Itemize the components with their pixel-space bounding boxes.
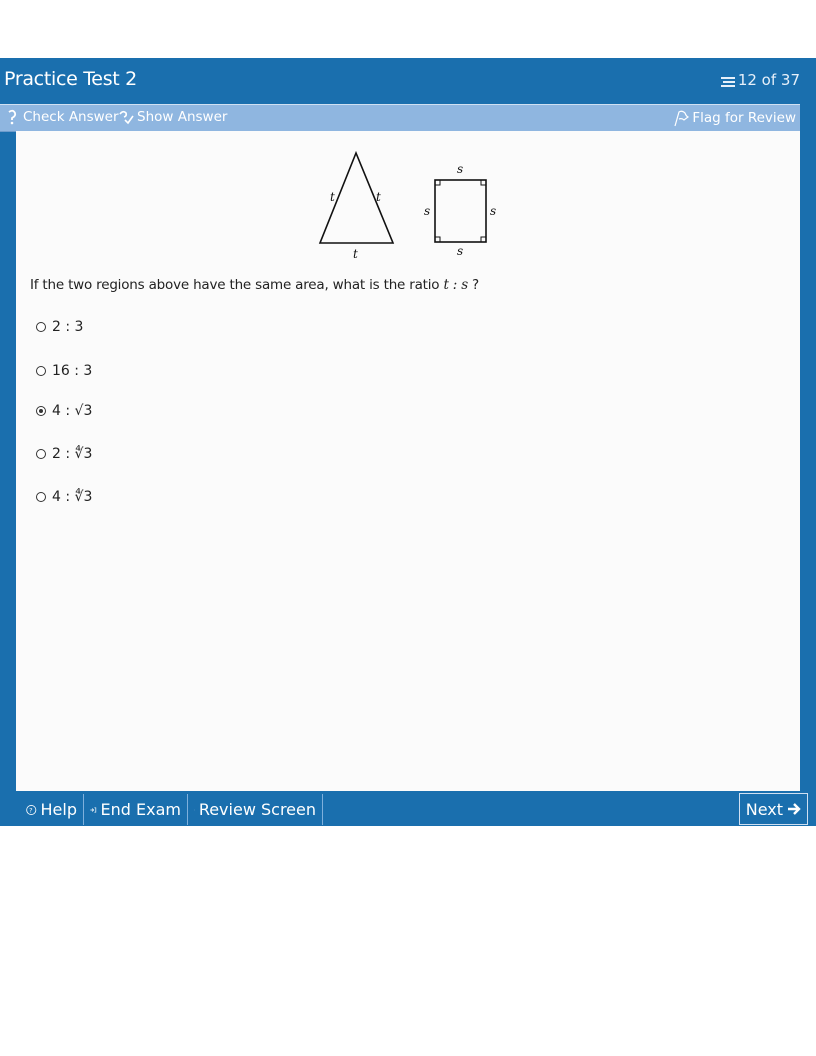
radio-button[interactable] xyxy=(36,492,46,502)
triangle-side-bottom-label: t xyxy=(353,247,358,261)
flag-for-review-label: Flag for Review xyxy=(692,110,796,126)
end-exam-label: End Exam xyxy=(100,800,181,819)
radio-button[interactable] xyxy=(36,322,46,332)
radio-button[interactable] xyxy=(36,366,46,376)
review-screen-button[interactable] xyxy=(188,794,323,825)
triangle-figure xyxy=(320,153,393,261)
answer-option-d[interactable] xyxy=(36,446,92,462)
end-exam-button[interactable] xyxy=(84,794,188,825)
question-end: ? xyxy=(472,277,480,293)
bottom-bar xyxy=(16,791,816,826)
radio-button-selected[interactable] xyxy=(36,406,46,416)
end-exam-icon xyxy=(90,803,97,817)
answer-option-c[interactable] xyxy=(36,403,92,419)
question-panel xyxy=(16,131,800,791)
window-title: Practice Test 2 xyxy=(4,68,137,90)
show-answer-label: Show Answer xyxy=(137,109,228,125)
help-label: Help xyxy=(40,800,77,819)
square-side-bottom-label: s xyxy=(457,244,464,258)
flag-icon xyxy=(673,109,689,127)
exam-window xyxy=(0,58,816,826)
list-icon xyxy=(721,74,735,86)
question-counter xyxy=(721,71,800,89)
square-side-left-label: s xyxy=(424,204,431,218)
answer-option-a[interactable] xyxy=(36,319,83,335)
show-answer-button[interactable] xyxy=(118,109,227,125)
answer-option-e[interactable] xyxy=(36,489,92,505)
triangle-side-left-label: t xyxy=(330,190,335,204)
next-button[interactable] xyxy=(739,793,808,825)
option-label: 4 : ∜3 xyxy=(52,489,93,505)
flag-for-review-button[interactable] xyxy=(673,109,796,127)
question-stem: If the two regions above have the same area, what is the ratio xyxy=(30,277,440,293)
title-bar xyxy=(0,58,816,102)
triangle-side-right-label: t xyxy=(376,190,381,204)
square-side-right-label: s xyxy=(490,204,497,218)
check-answer-label: Check Answer xyxy=(23,109,119,125)
svg-text:?: ? xyxy=(29,806,33,815)
question-ratio: t : s xyxy=(443,277,468,293)
review-screen-label: Review Screen xyxy=(198,800,316,819)
review-screen-icon xyxy=(194,803,195,817)
square-side-top-label: s xyxy=(457,162,464,176)
help-button[interactable] xyxy=(20,794,84,825)
check-answer-button[interactable] xyxy=(6,109,119,125)
option-label: 2 : ∜3 xyxy=(52,446,93,462)
check-answer-icon xyxy=(6,109,20,125)
toolbar xyxy=(0,104,800,132)
answer-option-b[interactable] xyxy=(36,363,92,379)
option-label: 16 : 3 xyxy=(52,363,93,379)
show-answer-icon xyxy=(118,109,134,125)
question-text xyxy=(30,277,479,293)
option-label: 4 : √3 xyxy=(52,403,93,419)
square-figure xyxy=(424,162,496,258)
help-icon xyxy=(26,802,37,818)
counter-text: 12 of 37 xyxy=(737,71,800,89)
arrow-right-icon xyxy=(787,802,801,816)
figure xyxy=(316,149,516,261)
option-label: 2 : 3 xyxy=(52,319,84,335)
radio-button[interactable] xyxy=(36,449,46,459)
next-label: Next xyxy=(745,799,783,819)
